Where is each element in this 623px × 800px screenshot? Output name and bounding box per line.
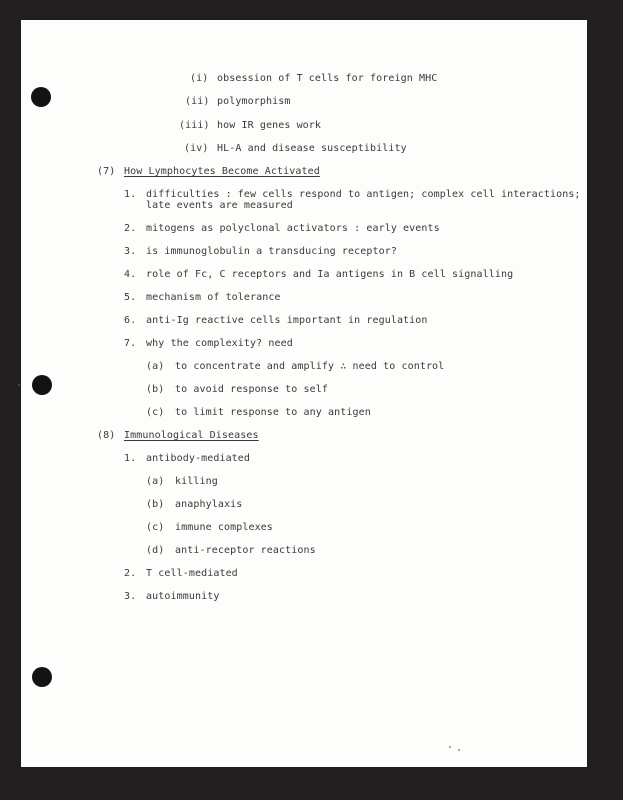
- section-number: (7): [97, 166, 116, 177]
- sublist-item-text: to avoid response to self: [175, 384, 329, 395]
- list-marker: 4.: [124, 269, 137, 280]
- sublist-marker: (d): [146, 545, 165, 556]
- sublist-marker: (c): [146, 407, 165, 418]
- sublist-item-text: to limit response to any antigen: [175, 407, 371, 418]
- list-item-text: why the complexity? need: [146, 338, 293, 349]
- list-item-text: is immunoglobulin a transducing receptor?: [146, 246, 397, 257]
- sublist-marker: (c): [146, 522, 165, 533]
- scan-speck: [458, 749, 460, 751]
- section-heading: Immunological Diseases: [124, 430, 259, 441]
- list-item-text: autoimmunity: [146, 591, 220, 602]
- sublist-marker: (a): [146, 476, 165, 487]
- list-marker: 1.: [124, 453, 137, 464]
- list-marker: 3.: [124, 246, 137, 257]
- sublist-item-text: to concentrate and amplify ∴ need to control: [175, 361, 445, 372]
- punch-hole-middle: [32, 375, 52, 395]
- punch-hole-bottom: [32, 667, 52, 687]
- sublist-marker: (a): [146, 361, 165, 372]
- sublist-marker: (b): [146, 384, 165, 395]
- list-item-text: role of Fc, C receptors and Ia antigens in B cell signalling: [146, 269, 514, 280]
- list-item-text: obsession of T cells for foreign MHC: [217, 73, 438, 84]
- list-item-text: polymorphism: [217, 96, 291, 107]
- list-item-text: mechanism of tolerance: [146, 292, 281, 303]
- punch-hole-top: [31, 87, 51, 107]
- list-item-text: mitogens as polyclonal activators : early events: [146, 223, 440, 234]
- list-item-text: how IR genes work: [217, 120, 322, 131]
- sublist-item-text: killing: [175, 476, 218, 487]
- list-item-text: difficulties : few cells respond to antigen; complex cell interactions;: [146, 189, 581, 200]
- list-marker: 2.: [124, 568, 137, 579]
- list-marker: (i): [190, 73, 209, 84]
- list-item-text: T cell-mediated: [146, 568, 238, 579]
- scan-speck: [449, 746, 451, 748]
- list-marker: (ii): [185, 96, 210, 107]
- scan-speck: [18, 384, 20, 386]
- list-marker: 5.: [124, 292, 137, 303]
- sublist-marker: (b): [146, 499, 165, 510]
- list-item-text: HL-A and disease susceptibility: [217, 143, 407, 154]
- list-marker: 7.: [124, 338, 137, 349]
- list-marker: 3.: [124, 591, 137, 602]
- list-item-text: antibody-mediated: [146, 453, 251, 464]
- list-marker: 2.: [124, 223, 137, 234]
- list-item-text-continued: late events are measured: [146, 200, 293, 211]
- list-item-text: anti-Ig reactive cells important in regulation: [146, 315, 428, 326]
- section-number: (8): [97, 430, 116, 441]
- sublist-item-text: anaphylaxis: [175, 499, 243, 510]
- list-marker: (iv): [184, 143, 209, 154]
- list-marker: 1.: [124, 189, 137, 200]
- list-marker: 6.: [124, 315, 137, 326]
- section-heading: How Lymphocytes Become Activated: [124, 166, 320, 177]
- sublist-item-text: anti-receptor reactions: [175, 545, 316, 556]
- list-marker: (iii): [179, 120, 210, 131]
- sublist-item-text: immune complexes: [175, 522, 273, 533]
